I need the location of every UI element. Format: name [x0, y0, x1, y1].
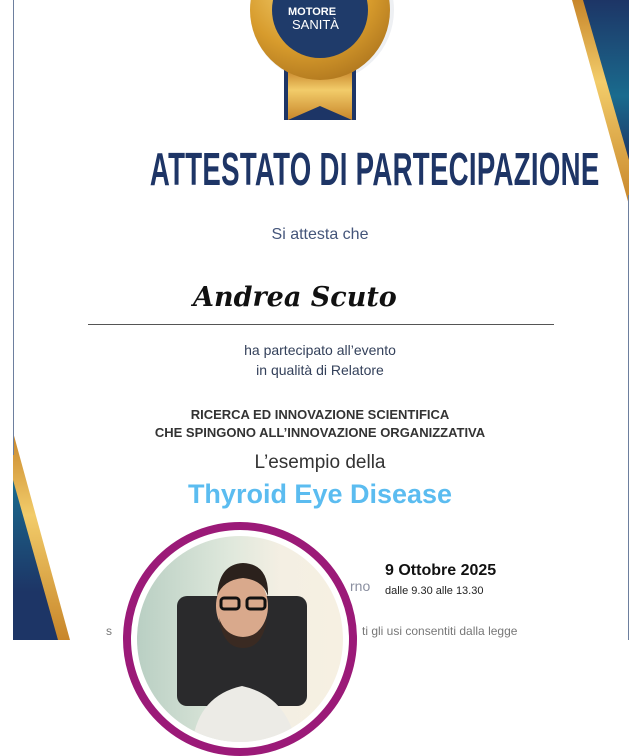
event-subtitle: L’esempio della — [254, 452, 386, 473]
speaker-photo — [123, 522, 357, 756]
event-title — [0, 406, 640, 442]
recipient-name: Andrea Scuto — [193, 282, 397, 313]
certificate-title: ATTESTATO DI PARTECIPAZIONE — [149, 143, 600, 195]
event-hours: dalle 9.30 alle 13.30 — [385, 585, 484, 597]
event-date: 9 Ottobre 2025 — [385, 562, 497, 579]
event-topic: Thyroid Eye Disease — [187, 479, 453, 509]
logo-line-1: MOTORE — [288, 6, 337, 18]
participation-line-1: ha partecipato all’evento — [244, 342, 396, 358]
partial-text-1: rno — [350, 578, 371, 594]
person-portrait — [137, 536, 343, 742]
name-underline — [88, 324, 554, 325]
event-line-1: RICERCA ED INNOVAZIONE SCIENTIFICA — [190, 407, 450, 422]
participation-text — [0, 340, 640, 380]
event-line-2: CHE SPINGONO ALL’INNOVAZIONE ORGANIZZATIVA — [154, 425, 486, 440]
attesta-text: Si attesta che — [271, 226, 369, 243]
partial-text-2: ti gli usi consentiti dalla legge — [362, 624, 518, 638]
medal — [230, 0, 410, 125]
participation-role: in qualità di Relatore — [256, 362, 384, 378]
logo-line-2: SANITÀ — [292, 17, 339, 32]
partial-text-3: s — [106, 624, 112, 638]
